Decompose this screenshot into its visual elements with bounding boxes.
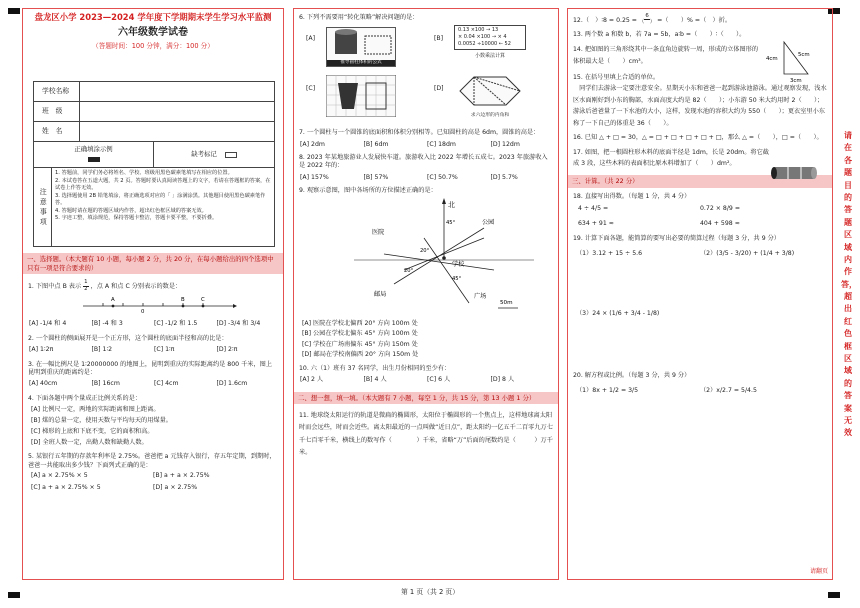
q12-text-2: =（ ）% =（ ）折。 (657, 16, 732, 24)
option-c[interactable]: [C] 1∶π (154, 346, 175, 354)
question-20: 20. 解方程或比例。（每题 3 分，共 9 分） (573, 372, 691, 380)
question-11: 11. 地球绕太阳运行的轨道是微扁的椭圆形，太阳位于椭圆形的一个焦点上，这样地球离太阳时而会远些，时而会近些。离太阳最近的一点叫做“近日点”，距太阳约一亿五千二百零九万七千七百零千米，横线上的数写作（ ）千米，省略“万”后面的尾数约是（ ）万千米。 (299, 412, 553, 456)
origin-label: 0 (141, 309, 145, 315)
side-label: 3cm (790, 78, 802, 85)
option-d[interactable]: [D] 全班人数一定，出勤人数和缺勤人数。 (31, 438, 148, 446)
point-a-label: A (111, 297, 115, 304)
answer-column-1 (22, 8, 284, 580)
registration-mark (8, 8, 20, 14)
side-warning: 请在各题目的答题区域内作答，超出红色框区域的答案无效 (841, 131, 857, 438)
question-9: 9. 观察示意图，图中各场所的方位描述正确的是： (299, 187, 437, 195)
question-17: 17. 如图，把一根圆柱形木料的底面半径是 1dm，长是 20dm。将它截成 3 段，这些木料的表面积比原木料增加了（ ）dm²。 (573, 148, 769, 168)
frac-den: 2 (84, 285, 88, 292)
angle-label: 20° (420, 247, 430, 254)
name-label: 姓 名 (34, 122, 80, 141)
section-3-heading: 三、计算。（共 22 分） (568, 175, 832, 188)
option-d[interactable]: [D] (434, 85, 444, 93)
question-12 (568, 14, 832, 26)
q2-options (23, 346, 283, 354)
side-label: 4cm (766, 56, 778, 63)
calc-item: （1）3.12 + 15 ÷ 5.6 (576, 249, 643, 257)
option-a[interactable]: [A] 比例尺一定，两地的实际距离和图上距离。 (31, 405, 160, 413)
option-b[interactable]: [B] a + a × 2.75% (153, 472, 210, 480)
equation-item: （1）8x + 1/2 = 3/5 (576, 386, 639, 394)
fig-d-caption: 求六边形的内角和 (470, 112, 510, 118)
question-3: 3. 在一幅比例尺是 1∶20000000 的地图上，昆明到重庆的实际距离约是 800 千米，图上昆明到重庆的距离约是： (28, 360, 273, 376)
q5-options (23, 472, 283, 493)
option-a[interactable]: [A] 医院在学校北偏西 20° 方向 100m 处 (302, 319, 418, 327)
direction-map (334, 198, 534, 316)
note-item: 3. 选择题使用 2B 铅笔填涂，将正确选项对应的「 」涂满涂黑。其他题目使用黑色碳素笔作答。 (55, 192, 266, 207)
option-b[interactable]: [B] 公园在学校北偏东 45° 方向 100m 处 (302, 330, 418, 338)
q12-fraction (639, 14, 655, 26)
option-d[interactable]: [D] 1.6cm (216, 380, 248, 388)
q12-text: 12.（ ）∶8 = 0.25 = (573, 16, 637, 24)
note-item: 1. 答题前，同学们务必将姓名、学校、班级用黑色碳素笔填写在相应的位置。 (55, 170, 233, 176)
q19-workspace[interactable] (568, 258, 832, 310)
q1-text-2: ，点 A 和点 C 分别表示的数是： (90, 283, 182, 291)
fig-a-caption: 推导圆柱体积的公式 (327, 60, 395, 66)
q18-items (568, 201, 832, 232)
hexagon-figure (454, 73, 526, 121)
option-c[interactable]: [C] 梯形的上底和下底不变，它的面积和高。 (31, 427, 154, 435)
q3-options (23, 380, 283, 388)
question-19: 19. 计算下面各题，能简算的要写出必要的简算过程（每题 3 分，共 9 分） (573, 235, 780, 243)
option-d[interactable]: [D] 12dm (490, 140, 520, 148)
calc-item: （3）24 × (1/6 + 3/4 - 1/8) (576, 309, 660, 317)
question-7: 7. 一个圆柱与一个圆锥的底面积和体积分别相等。已知圆柱的高是 6dm，圆锥的高是： (299, 129, 540, 137)
side-label: 5cm (798, 52, 810, 59)
fill-example-mark (88, 157, 100, 162)
option-a[interactable]: [A] 2 人 (300, 376, 324, 384)
option-d[interactable]: [D] 邮局在学校南偏西 20° 方向 150m 处 (302, 351, 419, 359)
q10-options (294, 376, 558, 384)
answer-column-3 (567, 8, 833, 580)
angle-label: 20° (404, 267, 414, 274)
school-name-field[interactable] (80, 82, 274, 101)
option-d[interactable]: [D] a × 2.75% (153, 484, 198, 492)
section-1-heading: 一、选择题。（本大题有 10 小题，每小题 2 分，共 20 分，在每小题给出的四个选项中只有一项是符合要求的） (23, 253, 283, 274)
angle-label: 45° (452, 275, 462, 282)
angle-label: 45° (446, 219, 456, 226)
option-c[interactable]: [C] 4cm (154, 380, 179, 388)
student-id-box (33, 81, 275, 247)
option-c[interactable]: [C] 18dm (427, 140, 456, 148)
notes-list (52, 168, 274, 247)
absent-label: 缺考标记 (191, 150, 217, 159)
note-item: 4. 答题时请在题的答题区域内作答，超出红色框区域的答案无效。 (55, 207, 207, 214)
option-d[interactable]: [D] 8 人 (490, 376, 515, 384)
q1-text: 1. 下图中点 B 表示 (28, 283, 82, 291)
note-item: 2. 本试卷答在五道大题，共 2 页。答题时要认真阅读答题上的文字，若请在答题框的答案，在试卷上作答无效。 (55, 177, 271, 192)
point-b-label: B (181, 297, 185, 304)
option-b[interactable]: [B] -4 和 3 (91, 320, 123, 328)
section-2-heading: 二、想一想，填一填。（本大题有 7 小题，每空 1 分，共 15 分，第 13 小题 1 分） (294, 392, 558, 405)
fig-b-caption: 小数乘法计算 (474, 52, 505, 59)
option-a[interactable]: [A] 157% (300, 173, 329, 181)
grid-area-figure (326, 75, 396, 117)
question-4: 4. 下面各题中两个量成正比例关系的是： (28, 394, 142, 402)
q1-options (23, 320, 283, 328)
q15-title: 15. 在括号里填上合适的单位。 (573, 73, 660, 81)
answer-column-2 (293, 8, 559, 580)
number-line (33, 294, 273, 314)
q7-options (294, 141, 558, 149)
question-2: 2. 一个圆柱的侧面展开是一个正方形，这个圆柱的底面半径和高的比是： (28, 334, 228, 342)
name-field[interactable] (80, 122, 274, 141)
option-c[interactable]: [C] -1/2 和 1.5 (154, 320, 198, 328)
north-label: 北 (448, 200, 455, 209)
option-b[interactable]: [B] 煤的总量一定，使用天数与平均每天的用煤量。 (31, 416, 172, 424)
option-a[interactable]: [A] a × 2.75% × 5 (31, 472, 88, 480)
frac-den: （ ） (638, 19, 656, 26)
equation-item: （2）x/2.7 = 5/4.5 (700, 386, 757, 394)
class-label: 班 级 (34, 102, 80, 121)
school-title: 盘龙区小学 2023—2024 学年度下学期期末学生学习水平监测 (34, 12, 272, 22)
question-6: 6. 下列不需要用“转化策略”解决问题的是： (299, 14, 419, 21)
notes-heading: 注意事项 (34, 168, 52, 247)
question-8: 8. 2023 年某地旅游业人发展快车道。旅游收入比 2022 年增长五成七。2023 年旅游收入是 2022 年的： (299, 154, 548, 170)
option-c[interactable]: [C] (306, 85, 316, 93)
question-16: 16. 已知 △ + □ = 30，△ = □ + □ + □ + □ + □，那么 △ =（ ），□ =（ ）。 (573, 134, 823, 142)
q4-options (23, 405, 283, 448)
question-13: 13. 两个数 a 和数 b，若 7a = 5b，a∶b =（ ）∶（ ）。 (573, 30, 746, 38)
option-b[interactable]: [B] 6dm (363, 140, 389, 148)
school-label: 学校 (452, 260, 465, 268)
frac-num: 6 (645, 13, 649, 19)
question-10: 10. 六（1）班有 37 名同学，出生月份相同的至少有： (299, 365, 451, 372)
decimal-multiplication-figure: 0.13 ×100 → 13 × 0.04 ×100 → × 4 0.0052 ÷10000 ← 52 小数乘法计算 (454, 25, 526, 69)
scale-label: 50m (500, 299, 513, 306)
question-14: 14. 把如图的三角形绕其中一条直角边旋转一周，形成的立体图形的体积最大是（ ）cm³。 (573, 46, 759, 65)
square-label: 广场 (474, 292, 487, 300)
time-info: （答题时间：100 分钟，满分：100 分） (92, 41, 214, 50)
option-d[interactable]: [D] 5.7% (490, 173, 518, 181)
calc-item: 4 ÷ 4/5 = (578, 205, 609, 213)
question-1 (23, 280, 283, 292)
option-a[interactable]: [A] 2dm (300, 140, 325, 148)
option-c[interactable]: [C] a + a × 2.75% × 5 (31, 484, 101, 492)
turn-page-note: 请翻页 (809, 567, 828, 575)
q20-items (568, 381, 832, 395)
option-a[interactable]: [A] (306, 35, 316, 43)
calc-item: （2）(3/5 - 3/20) + (1/4 + 3/8) (700, 249, 795, 257)
option-b[interactable]: [B] (434, 35, 444, 43)
log-figure (770, 163, 826, 183)
option-d[interactable]: [D] -3/4 和 3/4 (216, 320, 261, 328)
option-a[interactable]: [A] 40cm (29, 380, 58, 388)
hospital-label: 医院 (372, 228, 385, 236)
option-b[interactable]: [B] 4 人 (363, 376, 387, 384)
q19-row-1 (568, 244, 832, 258)
q6-figures (294, 25, 558, 125)
paper-title: 六年级数学试卷 (118, 27, 188, 39)
note-item: 5. 字迹工整，填涂规范，保持答题卡整洁，答题卡要平整，不要折叠。 (55, 215, 218, 222)
calc-item: 634 + 91 ≈ (578, 219, 614, 227)
page-footer: 第 1 页（共 2 页） (400, 588, 460, 596)
frac-num: 1 (84, 279, 88, 286)
option-b[interactable]: [B] 1∶2 (91, 346, 113, 354)
option-b[interactable]: [B] 16cm (91, 380, 120, 388)
cylinder-figure (326, 27, 396, 67)
option-c[interactable]: [C] 6 人 (427, 376, 451, 384)
option-d[interactable]: [D] 2∶π (216, 346, 238, 354)
option-a[interactable]: [A] -1/4 和 4 (29, 320, 67, 328)
q15-body: 同学们去游泳一定要注意安全。星期天小东和爸爸一起到游泳池游泳。通过观察发现，浅水区水面刚好到小东的胸部，水面高度大约是 82（ ）；小东游 50 米大约用时 2（ ）；游泳后爸爸量了一下水池的大小，这样，发现水池的容积大约为 550（ ）；更衣室里小东称了一下自己的体重是 36（ ）。 (573, 85, 827, 127)
option-c[interactable]: [C] 学校在广场南偏东 45° 方向 150m 处 (302, 340, 418, 348)
park-label: 公园 (482, 218, 495, 226)
q8-options (294, 174, 558, 182)
point-c-label: C (201, 297, 205, 304)
school-name-label: 学校名称 (34, 82, 80, 101)
question-18: 18. 直接写出得数。（每题 1 分，共 4 分） (573, 193, 691, 201)
option-c[interactable]: [C] 50.7% (427, 173, 458, 181)
triangle-figure (764, 38, 824, 84)
calc-item: 0.72 × 8/9 = (700, 205, 741, 213)
option-b[interactable]: [B] 57% (363, 173, 389, 181)
q19-workspace-2[interactable] (568, 318, 832, 368)
option-a[interactable]: [A] 1∶2π (29, 346, 54, 354)
fill-example-label: 正确填涂示例 (74, 145, 113, 153)
post-office-label: 邮局 (374, 290, 387, 298)
q1-fraction (83, 280, 88, 292)
q9-options (294, 319, 558, 361)
class-field[interactable] (80, 102, 274, 121)
question-5: 5. 某银行五年期的存款年利率是 2.75%。爸爸把 a 元钱存入银行，存五年定期，到期时，爸爸一共能取出多少钱？下面列式正确的是： (28, 453, 276, 469)
calc-item: 404 + 598 ≈ (700, 219, 740, 227)
absent-checkbox[interactable] (225, 152, 237, 158)
